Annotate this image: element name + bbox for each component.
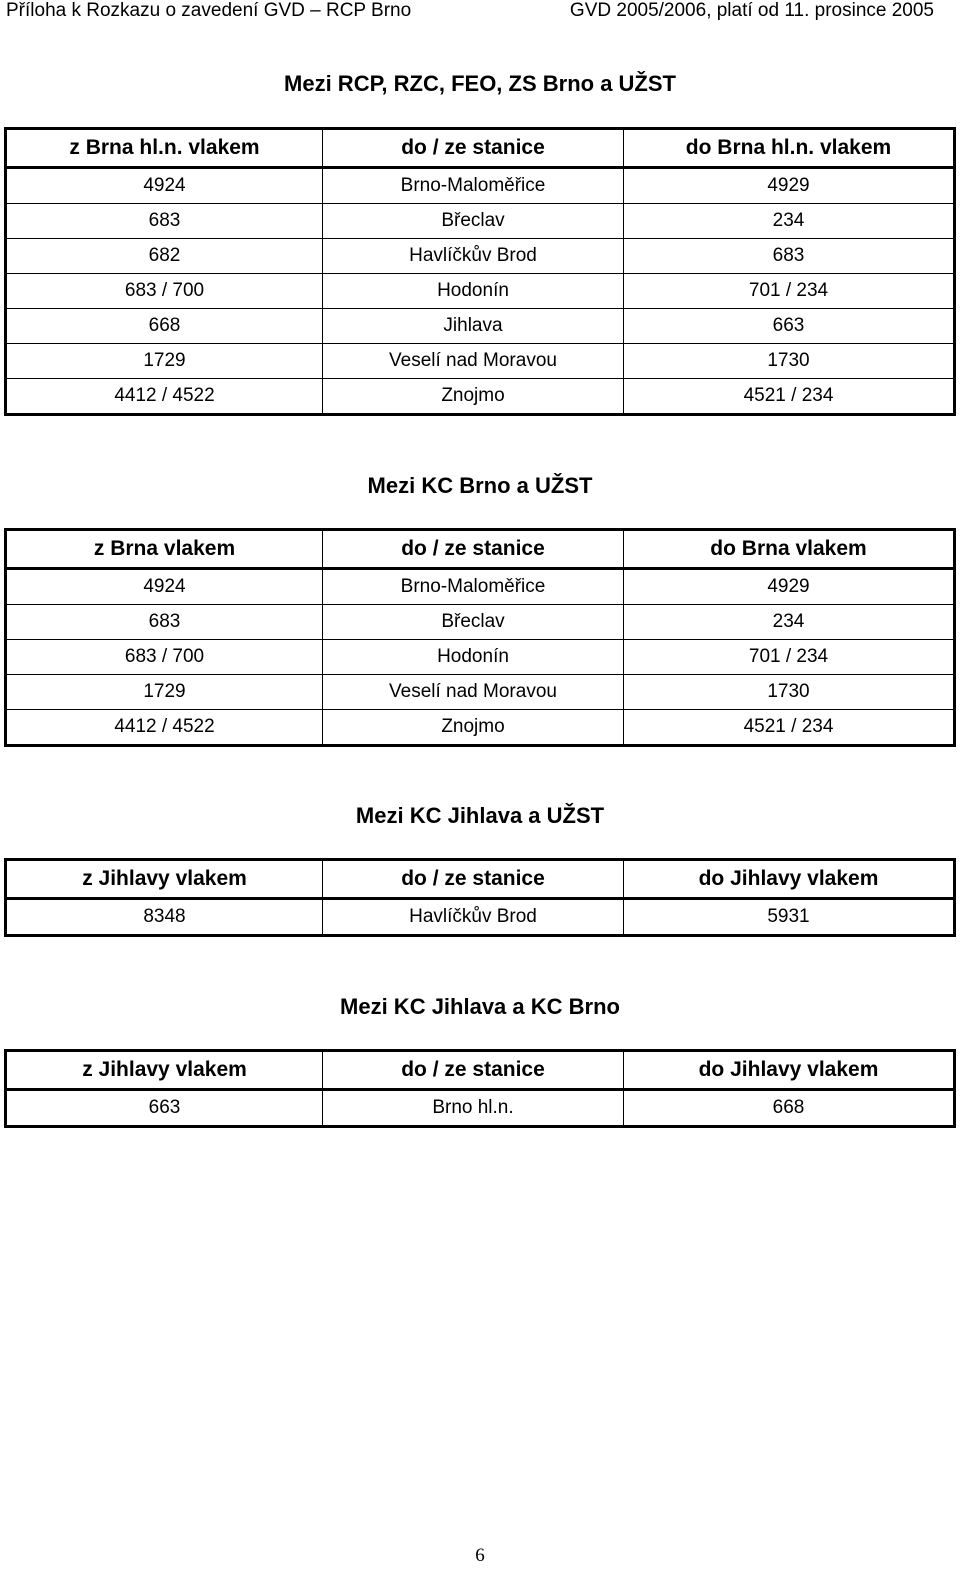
connections-table (4, 528, 956, 747)
table-row (6, 379, 955, 415)
table-header-row (6, 129, 955, 168)
table-cell: Veselí nad Moravou (323, 675, 624, 710)
table-cell: 4929 (624, 168, 955, 204)
table-cell: 1730 (624, 344, 955, 379)
table-row (6, 204, 955, 239)
table-cell: 1729 (6, 675, 323, 710)
connections-table (4, 858, 956, 937)
column-header: do Brna hl.n. vlakem (624, 129, 955, 168)
column-header: z Brna hl.n. vlakem (6, 129, 323, 168)
section-title: Mezi KC Brno a UŽST (367, 473, 593, 498)
column-header: z Jihlavy vlakem (6, 1051, 323, 1090)
table-row (6, 239, 955, 274)
column-header: do / ze stanice (323, 530, 624, 569)
table-cell: 668 (624, 1090, 955, 1127)
table-cell: 683 (624, 239, 955, 274)
table-cell: Břeclav (323, 605, 624, 640)
table-row (6, 899, 955, 936)
table-cell: 5931 (624, 899, 955, 936)
table-cell: 682 (6, 239, 323, 274)
table-cell: 234 (624, 605, 955, 640)
section-title: Mezi KC Jihlava a UŽST (355, 803, 605, 828)
table-row (6, 309, 955, 344)
column-header: do / ze stanice (323, 1051, 624, 1090)
page-number: 6 (475, 1545, 485, 1566)
table-cell: Brno hl.n. (323, 1090, 624, 1127)
table-row (6, 640, 955, 675)
header-right: GVD 2005/2006, platí od 11. prosince 2005 (569, 0, 934, 21)
table-cell: 8348 (6, 899, 323, 936)
table-row (6, 168, 955, 204)
table-cell: 4929 (624, 569, 955, 605)
table-cell: Znojmo (323, 710, 624, 746)
table-cell: 4412 / 4522 (6, 710, 323, 746)
table-cell: 4521 / 234 (624, 710, 955, 746)
column-header: do / ze stanice (323, 860, 624, 899)
table-cell: 683 (6, 605, 323, 640)
header-left: Příloha k Rozkazu o zavedení GVD – RCP Brno (6, 0, 412, 21)
table-cell: 663 (6, 1090, 323, 1127)
table-row (6, 344, 955, 379)
section-title: Mezi RCP, RZC, FEO, ZS Brno a UŽST (284, 71, 676, 96)
table-cell: 701 / 234 (624, 640, 955, 675)
table-cell: Hodonín (323, 274, 624, 309)
table-header-row (6, 860, 955, 899)
section-title: Mezi KC Jihlava a KC Brno (340, 994, 620, 1019)
table-cell: Brno-Maloměřice (323, 569, 624, 605)
table-cell: 683 / 700 (6, 274, 323, 309)
table-row (6, 675, 955, 710)
table-cell: Havlíčkův Brod (323, 239, 624, 274)
table-cell: 668 (6, 309, 323, 344)
table-cell: 683 / 700 (6, 640, 323, 675)
table-cell: 4412 / 4522 (6, 379, 323, 415)
column-header: z Brna vlakem (6, 530, 323, 569)
column-header: do Brna vlakem (624, 530, 955, 569)
table-cell: Hodonín (323, 640, 624, 675)
table-row (6, 274, 955, 309)
column-header: do / ze stanice (323, 129, 624, 168)
column-header: do Jihlavy vlakem (624, 1051, 955, 1090)
table-cell: 4521 / 234 (624, 379, 955, 415)
table-cell: Znojmo (323, 379, 624, 415)
table-header-row (6, 530, 955, 569)
table-row (6, 710, 955, 746)
table-cell: Brno-Maloměřice (323, 168, 624, 204)
table-cell: Veselí nad Moravou (323, 344, 624, 379)
connections-table (4, 127, 956, 416)
table-cell: 701 / 234 (624, 274, 955, 309)
table-cell: Havlíčkův Brod (323, 899, 624, 936)
table-cell: 683 (6, 204, 323, 239)
table-cell: Jihlava (323, 309, 624, 344)
table-cell: 4924 (6, 168, 323, 204)
table-cell: 234 (624, 204, 955, 239)
table-cell: Břeclav (323, 204, 624, 239)
connections-table (4, 1049, 956, 1128)
table-row (6, 605, 955, 640)
table-cell: 1729 (6, 344, 323, 379)
column-header: do Jihlavy vlakem (624, 860, 955, 899)
table-row (6, 1090, 955, 1127)
table-cell: 1730 (624, 675, 955, 710)
table-cell: 4924 (6, 569, 323, 605)
table-cell: 663 (624, 309, 955, 344)
column-header: z Jihlavy vlakem (6, 860, 323, 899)
table-header-row (6, 1051, 955, 1090)
table-row (6, 569, 955, 605)
